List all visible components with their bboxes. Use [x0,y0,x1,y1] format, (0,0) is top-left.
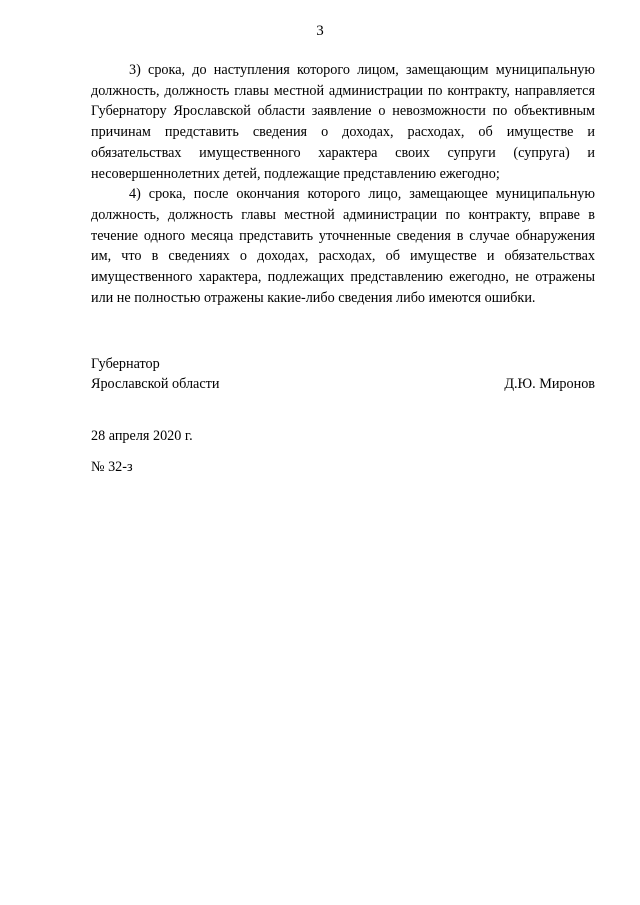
signatory-title-line1: Губернатор [91,356,160,372]
signatory-title-line2: Ярославской области [91,376,220,392]
signature-block [91,354,595,394]
signatory-name: Д.Ю. Миронов [504,376,595,392]
signature-row [91,374,595,394]
document-body [91,60,595,308]
page-number: 3 [316,23,324,39]
document-date: 28 апреля 2020 г. [91,428,193,444]
paragraph-item-4: 4) срока, после окончания которого лицо, замещающее муниципальную должность, должность главы местной администрации по контракту, вправе в течение одного месяца представить уточненные сведения в случае обнаружения им, что в сведениях о доходах, расходах, об имуществе и обязательствах имущественного характера, подлежащих представлению ежегодно, не отражены или не полностью отражены какие-либо сведения либо имеются ошибки. [91,186,595,306]
paragraph-item-3: 3) срока, до наступления которого лицом, замещающим муниципальную должность, должность главы местной администрации по контракту, направляется Губернатору Ярославской области заявление о невозможности по объективным причинам представить сведения о доходах, расходах, об имуществе и обязательствах имущественного характера своих супруги (супруга) и несовершеннолетних детей, подлежащие представлению ежегодно; [91,62,595,182]
document-number: № 32-з [91,459,133,475]
